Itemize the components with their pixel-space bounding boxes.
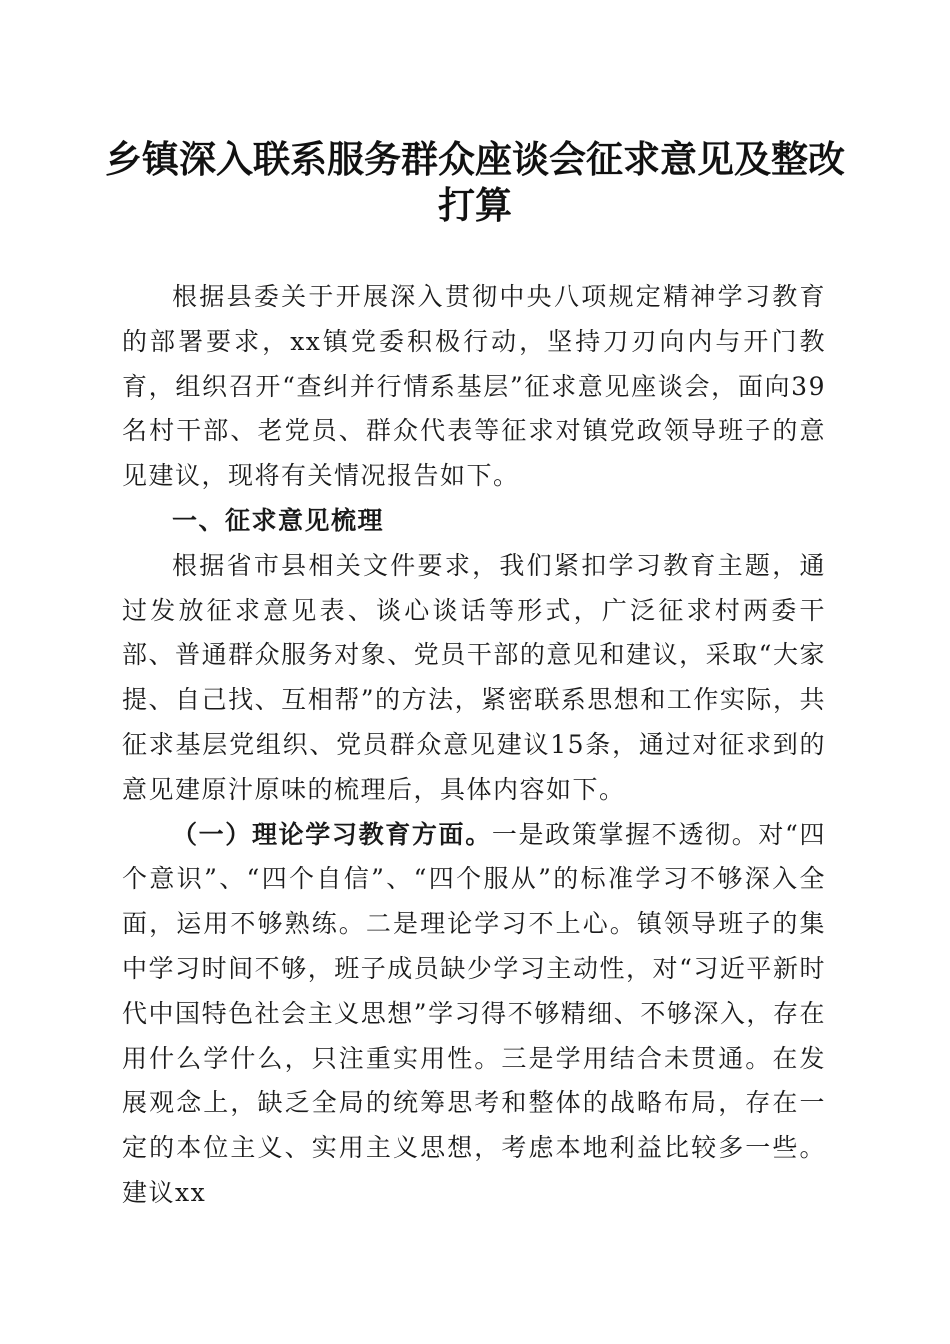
subsection-heading: （一）理论学习教育方面。 [172, 819, 492, 849]
subsection-text: 一是政策掌握不透彻。对“四个意识”、“四个自信”、“四个服从”的标准学习不够深入全面，运用不够熟练。二是理论学习不上心。镇领导班子的集中学习时间不够，班子成员缺少学习主动性，对“习近平新时代中国特色社会主义思想”学习得不够精细、不够深入，存在用什么学什么，只注重实用性。三是学用结合未贯通。在发展观念上，缺乏全局的统筹思考和整体的战略布局，存在一定的本位主义、实用主义思想，考虑本地利益比较多一些。建议xx [122, 819, 826, 1207]
body-paragraph: 根据省市县相关文件要求，我们紧扣学习教育主题，通过发放征求意见表、谈心谈话等形式，广泛征求村两委干部、普通群众服务对象、党员干部的意见和建议，采取“大家提、自己找、互相帮”的方法，紧密联系思想和工作实际，共征求基层党组织、党员群众意见建议15条，通过对征求到的意见建原汁原味的梳理后，具体内容如下。 [122, 550, 826, 804]
section-heading: 一、征求意见梳理 [172, 505, 385, 535]
subsection-paragraph [122, 813, 826, 1216]
document-title-line-1: 乡镇深入联系服务群众座谈会征求意见及整改 [105, 137, 845, 181]
intro-paragraph: 根据县委关于开展深入贯彻中央八项规定精神学习教育的部署要求，xx镇党委积极行动，坚持刀刃向内与开门教育，组织召开“查纠并行情系基层”征求意见座谈会，面向39名村干部、老党员、群众代表等征求对镇党政领导班子的意见建议，现将有关情况报告如下。 [122, 282, 826, 491]
document-title-line-2: 打算 [438, 183, 512, 227]
document-body [122, 275, 826, 1216]
